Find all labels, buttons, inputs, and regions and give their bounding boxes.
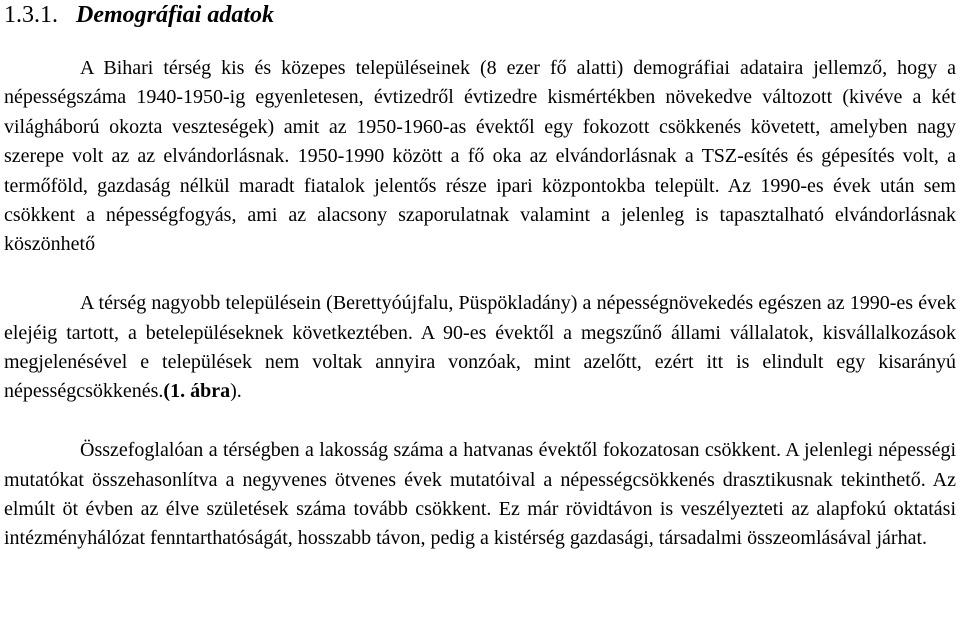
section-title: Demográfiai adatok: [76, 2, 274, 28]
paragraph-2-body: A térség nagyobb településein (Berettyóújfalu, Püspökladány) a népességnövekedés egészen az 1990-es évek elejéig tartott, a betelepüléseknek következtében. A 90-es évektől a megszűnő állami vállalatok, kisvállalkozások megjelenésével e települések nem voltak annyira vonzóak, mint azelőtt, ezért itt is elindult egy kisarányú népességcsökkenés.: [4, 292, 956, 403]
paragraph-2: [4, 289, 956, 407]
paragraph-2-tail: ).: [230, 380, 242, 403]
section-heading: [4, 0, 956, 30]
figure-reference: (1. ábra: [163, 380, 231, 403]
document-page: [4, 0, 956, 554]
paragraph-1: A Bihari térség kis és közepes településeinek (8 ezer fő alatti) demográfiai adataira jellemző, hogy a népességszáma 1940-1950-ig egyenletesen, évtizedről évtizedre kismértékben növekedve változott (kivéve a két világháború okozta veszteségek) amit az 1950-1960-as évektől egy fokozott csökkenés követett, amelyben nagy szerepe volt az az elvándorlásnak. 1950-1990 között a fő oka az elvándorlásnak a TSZ-esítés és gépesítés volt, a termőföld, gazdaság nélkül maradt fiatalok jelentős része ipari központokba települt. Az 1990-es évek után sem csökkent a népességfogyás, ami az alacsony szaporulatnak valamint a jelenleg is tapasztalható elvándorlásnak köszönhető: [4, 57, 956, 256]
paragraph-3: Összefoglalóan a térségben a lakosság száma a hatvanas évektől fokozatosan csökkent. A jelenlegi népességi mutatókat összehasonlítva a negyvenes ötvenes évek mutatóival a népességcsökkenés drasztikusnak tekinthető. Az elmúlt öt évben az élve születések száma tovább csökkent. Ez már rövidtávon is veszélyezteti az alapfokú oktatási intézményhálózat fenntarthatóságát, hosszabb távon, pedig a kistérség gazdasági, társadalmi összeomlásával járhat.: [4, 439, 956, 550]
section-number: 1.3.1.: [4, 2, 58, 28]
